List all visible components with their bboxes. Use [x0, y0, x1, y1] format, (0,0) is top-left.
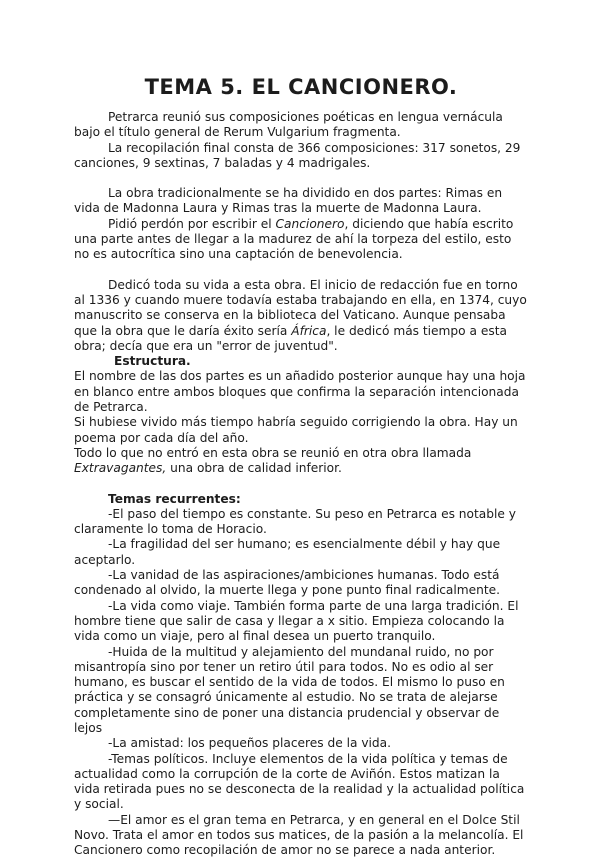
- dedication-text-a: Dedicó toda su vida a esta obra. El inicio de redacción fue en torno al 1336 y cuando muere todavía estaba trabajando en ella, en 1374, cuyo manuscrito se conserva en la biblioteca del Vaticano. Aunque pensaba que la obra que le daría éxito sería: [74, 277, 527, 338]
- division-paragraph-2: [74, 217, 528, 263]
- theme-item: -Temas políticos. Incluye elementos de la vida política y temas de actualidad como la corrupción de la corte de Aviñón. Estos matizan la vida retirada pues no se desconecta de la realidad y la actualidad política y social.: [74, 751, 525, 812]
- theme-item: -Huida de la multitud y alejamiento del mundanal ruido, no por misantropía sino por tener un retiro útil para todos. No es odio al ser humano, es buscar el sentido de la vida de todos. El mismo lo puso en práctica y se consagró únicamente al estudio. No se trata de alejarse completamente sino de poner una distancia prudencial y observar de lejos: [74, 644, 505, 735]
- structure-text-a: Todo lo que no entró en esta obra se reunió en otra obra llamada: [74, 445, 472, 460]
- dedication-paragraph: [74, 278, 528, 354]
- theme-item: -El paso del tiempo es constante. Su peso en Petrarca es notable y claramente lo toma de Horacio.: [74, 506, 516, 537]
- dedication-italic-title: África: [291, 323, 327, 338]
- structure-text-b: una obra de calidad inferior.: [166, 461, 342, 476]
- structure-paragraph-3: [74, 446, 528, 477]
- theme-item: -La fragilidad del ser humano; es esencialmente débil y hay que aceptarlo.: [74, 537, 501, 567]
- theme-item: -La vida como viaje. También forma parte de una larga tradición. El hombre tiene que salir de casa y llegar a x sitio. Empieza colocando la vida como un viaje, pero al final desea un puerto tranquilo.: [74, 598, 519, 644]
- intro-paragraph-1: Petrarca reunió sus composiciones poéticas en lengua vernácula bajo el título general de Rerum Vulgarium fragmenta.: [74, 110, 503, 140]
- theme-item: —El amor es el gran tema en Petrarca, y en general en el Dolce Stil Novo. Trata el amor en todos sus matices, de la pasión a la melancolía. El Cancionero como recopilación de amor no se parece a nada anterior.: [74, 812, 524, 858]
- page-title: TEMA 5. EL CANCIONERO.: [144, 75, 458, 99]
- document-body: [74, 110, 528, 859]
- theme-item: -La vanidad de las aspiraciones/ambiciones humanas. Todo está condenado al olvido, la muerte llega y pone punto final radicalmente.: [74, 568, 501, 598]
- themes-heading: Temas recurrentes:: [108, 491, 241, 506]
- division-text-a: Pidió perdón por escribir el: [108, 216, 276, 231]
- dedication-text-b: , le dedicó más tiempo a esta obra; decía que era un "error de juventud".: [74, 323, 507, 353]
- structure-italic-title: Extravagantes,: [74, 461, 167, 476]
- structure-paragraph-1: El nombre de las dos partes es un añadido posterior aunque hay una hoja en blanco entre ambos bloques que confirma la separación intencionada de Petrarca.: [74, 369, 526, 415]
- division-text-b: , diciendo que había escrito una parte antes de llegar a la madurez de ahí la torpeza del estilo, esto no es autocrítica sino una captación de benevolencia.: [74, 216, 514, 262]
- structure-paragraph-2: Si hubiese vivido más tiempo habría seguido corrigiendo la obra. Hay un poema por cada día del año.: [74, 415, 518, 445]
- intro-paragraph-2: La recopilación final consta de 366 composiciones: 317 sonetos, 29 canciones, 9 sextinas, 7 baladas y 4 madrigales.: [74, 140, 521, 170]
- document-page: [74, 74, 528, 859]
- division-paragraph-1: La obra tradicionalmente se ha dividido en dos partes: Rimas en vida de Madonna Laura y Rimas tras la muerte de Madonna Laura.: [74, 186, 503, 216]
- theme-item: -La amistad: los pequeños placeres de la vida.: [108, 736, 392, 751]
- structure-heading: Estructura.: [114, 354, 191, 369]
- division-italic-title: Cancionero: [275, 216, 345, 231]
